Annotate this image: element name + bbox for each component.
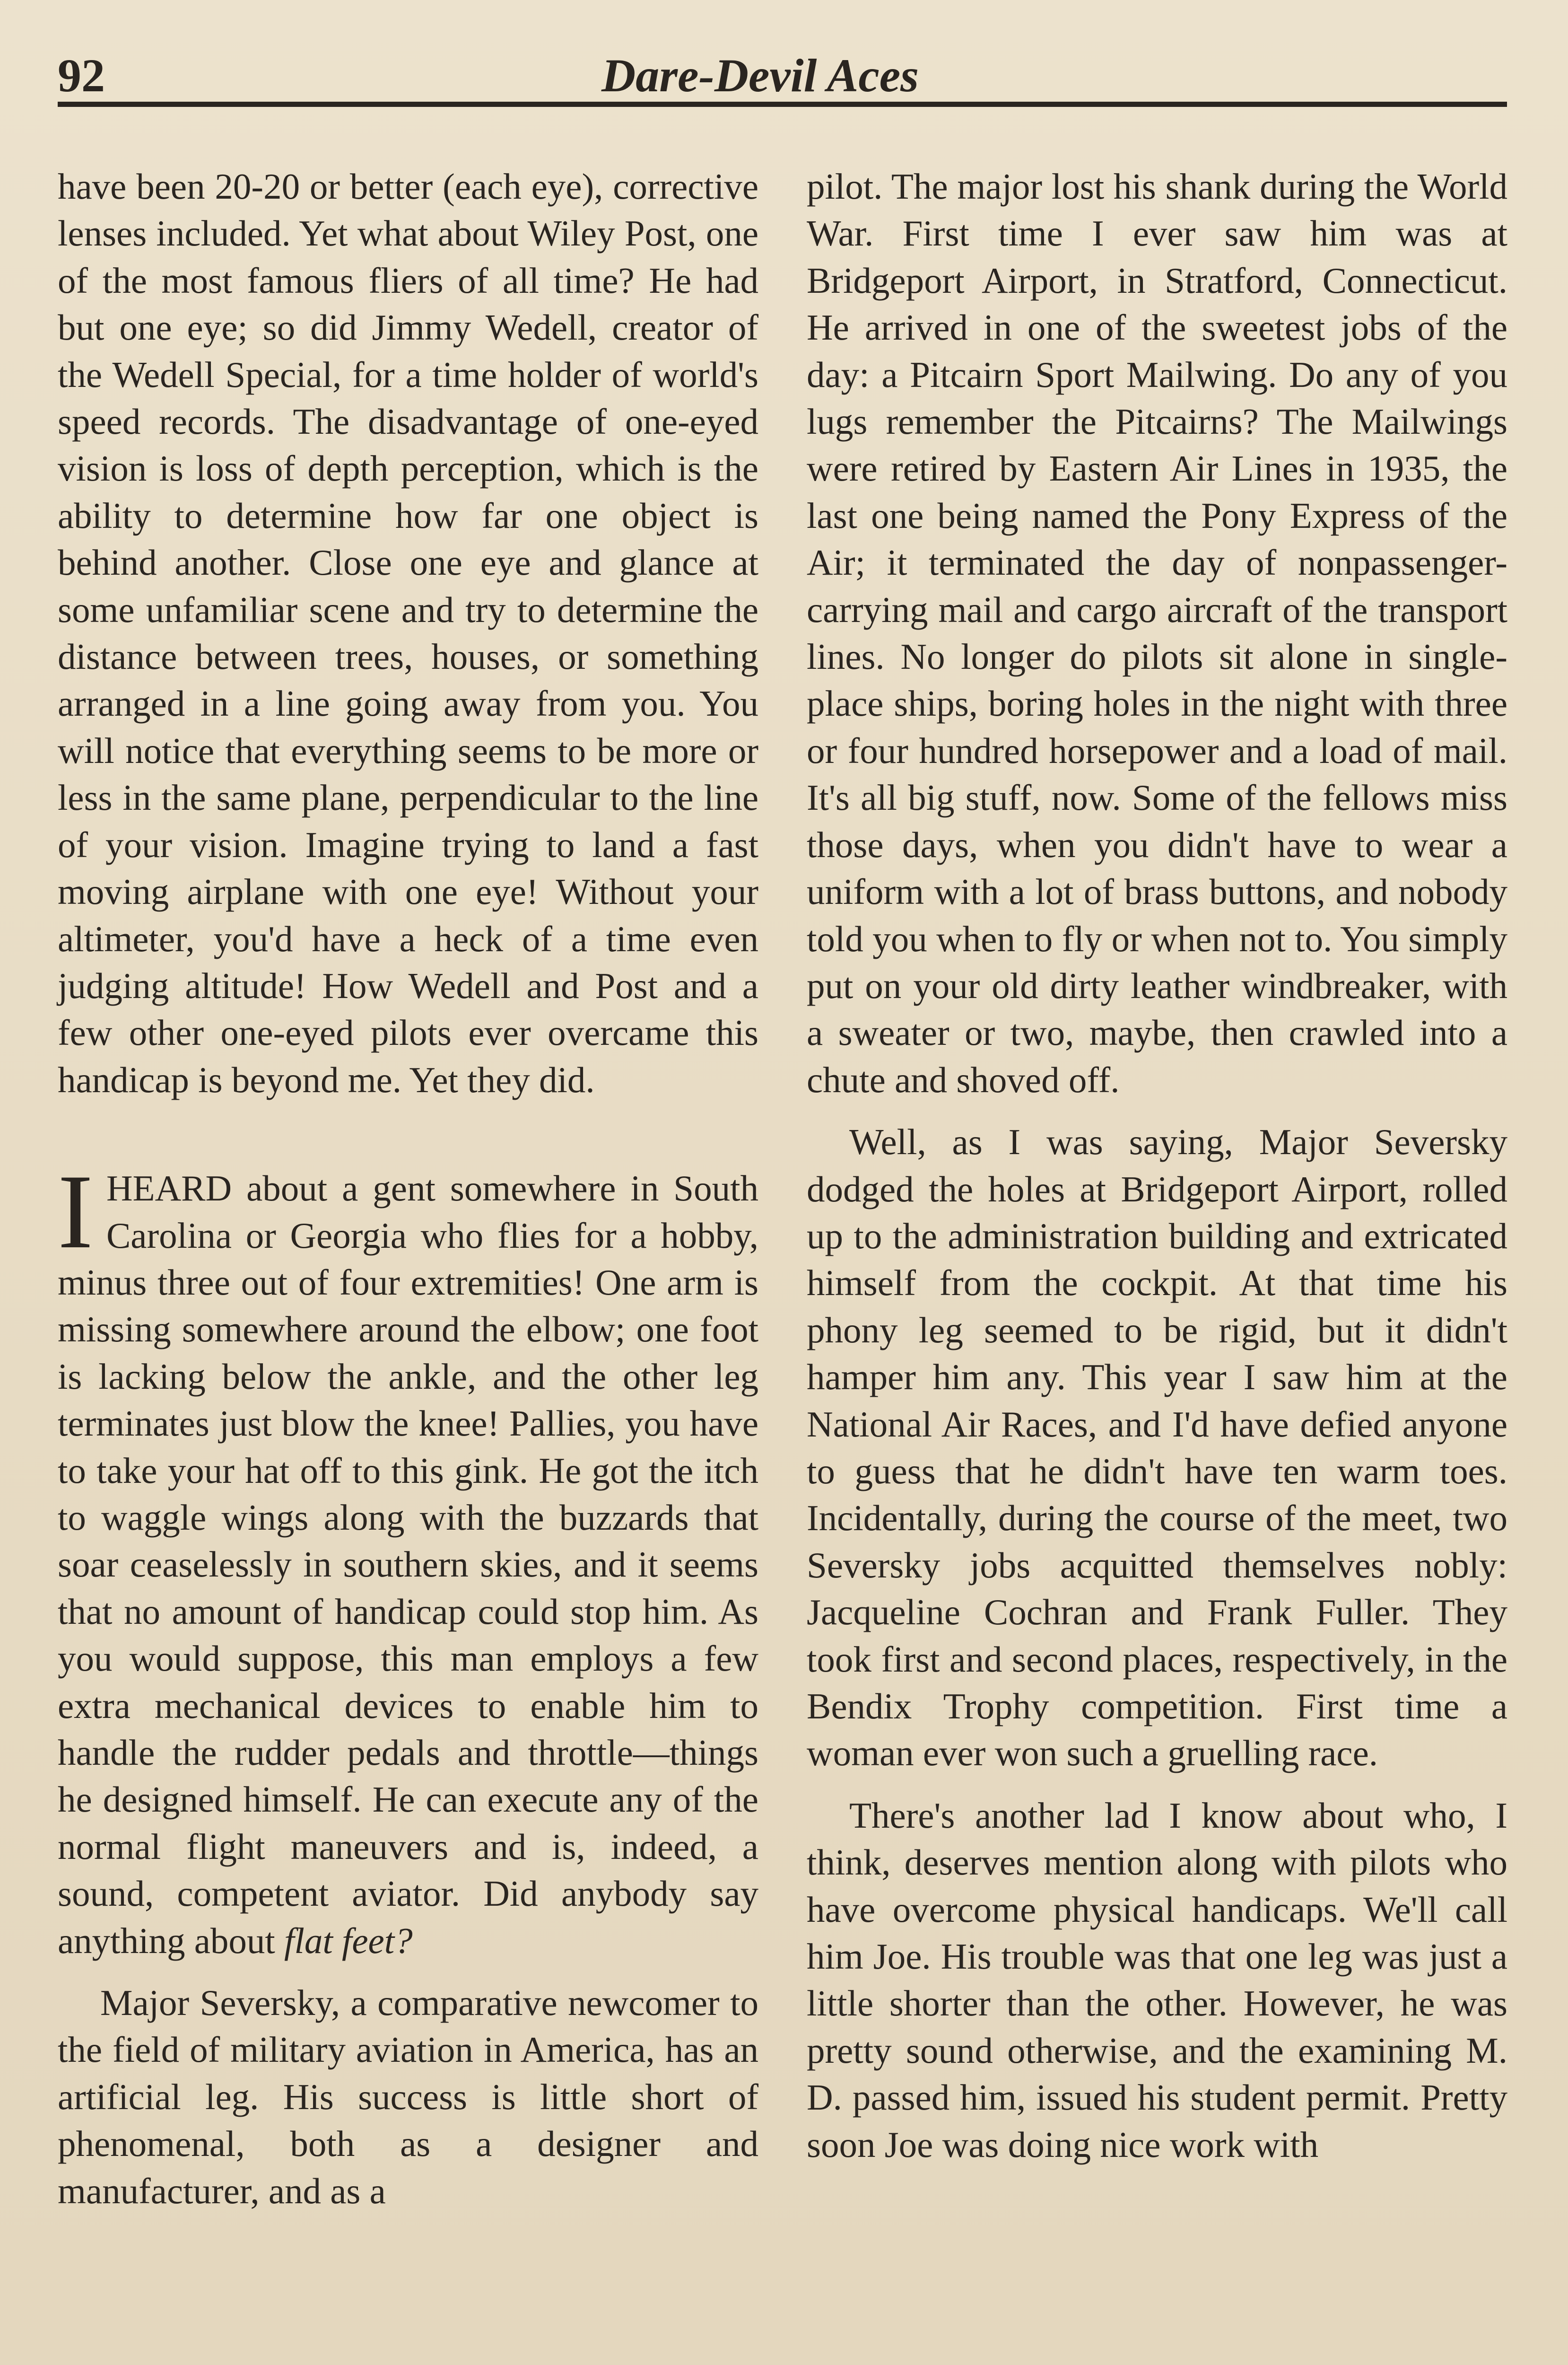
left-column [58, 163, 758, 2215]
running-title: Dare-Devil Aces [601, 49, 919, 102]
left-paragraph-3: Major Seversky, a comparative newcomer to the field of military aviation in America, has an artificial leg. His success is little short of phenomenal, both as a designer and manufacturer, and as a [58, 1982, 758, 2211]
right-column [807, 163, 1507, 2168]
left-paragraph-2-emphasis: flat feet? [284, 1920, 413, 1961]
drop-cap: I [58, 1152, 93, 1271]
right-paragraph-1: pilot. The major lost his shank during the World War. First time I ever saw him was at Bridgeport Airport, in Stratford, Connecticut. He arrived in one of the sweetest jobs of the day: a Pitcairn Sport Mailwing. Do any of you lugs remember the Pitcairns? The Mailwings were retired by Eastern Air Lines in 1935, the last one being named the Pony Express of the Air; it terminated the day of nonpassenger-carrying mail and cargo aircraft of the transport lines. No longer do pilots sit alone in single-place ships, boring holes in the night with three or four hundred horsepower and a load of mail. It's all big stuff, now. Some of the fellows miss those days, when you didn't have to wear a uniform with a lot of brass buttons, and nobody told you when to fly or when not to. You simply put on your old dirty leather windbreaker, with a sweater or two, maybe, then crawled into a chute and shoved off. [807, 166, 1507, 1100]
page-header [58, 45, 1505, 111]
right-paragraph-2: Well, as I was saying, Major Seversky dodged the holes at Bridgeport Airport, rolled up to the administration building and extricated himself from the cockpit. At that time his phony leg seemed to be rigid, but it didn't hamper him any. This year I saw him at the National Air Races, and I'd have defied anyone to guess that he didn't have ten warm toes. Incidentally, during the course of the meet, two Seversky jobs acquitted themselves nobly: Jacqueline Cochran and Frank Fuller. They took first and second places, respectively, in the Bendix Trophy competition. First time a woman ever won such a gruelling race. [807, 1121, 1507, 1774]
header-rule [58, 102, 1507, 107]
left-paragraph-2-text: HEARD about a gent somewhere in South Carolina or Georgia who flies for a hobby, minus three out of four extremities! One arm is missing somewhere around the elbow; one foot is lacking below the ankle, and the other leg terminates just blow the knee! Pallies, you have to take your hat off to this gink. He got the itch to waggle wings along with the buzzards that soar ceaselessly in southern skies, and it seems that no amount of handicap could stop him. As you would suppose, this man employs a few extra mechanical devices to enable him to handle the rudder pedals and throttle—things he designed himself. He can execute any of the normal flight maneuvers and is, indeed, a sound, competent aviator. Did anybody say anything about [58, 1168, 758, 1961]
right-paragraph-3: There's another lad I know about who, I think, deserves mention along with pilots who have overcome physical handicaps. We'll call him Joe. His trouble was that one leg was just a little shorter than the other. However, he was pretty sound otherwise, and the examining M. D. passed him, issued his student permit. Pretty soon Joe was doing nice work with [807, 1795, 1507, 2165]
page-number: 92 [58, 49, 105, 102]
left-paragraph-1: have been 20-20 or better (each eye), corrective lenses included. Yet what about Wiley Post, one of the most famous fliers of all time? He had but one eye; so did Jimmy Wedell, creator of the Wedell Special, for a time holder of world's speed records. The disadvantage of one-eyed vision is loss of depth perception, which is the ability to determine how far one object is behind another. Close one eye and glance at some unfamiliar scene and try to determine the distance between trees, houses, or something arranged in a line going away from you. You will notice that everything seems to be more or less in the same plane, perpendicular to the line of your vision. Imagine trying to land a fast moving airplane with one eye! Without your altimeter, you'd have a heck of a time even judging altitude! How Wedell and Post and a few other one-eyed pilots ever overcame this handicap is beyond me. Yet they did. [58, 166, 758, 1100]
left-paragraph-2 [58, 1152, 758, 1964]
